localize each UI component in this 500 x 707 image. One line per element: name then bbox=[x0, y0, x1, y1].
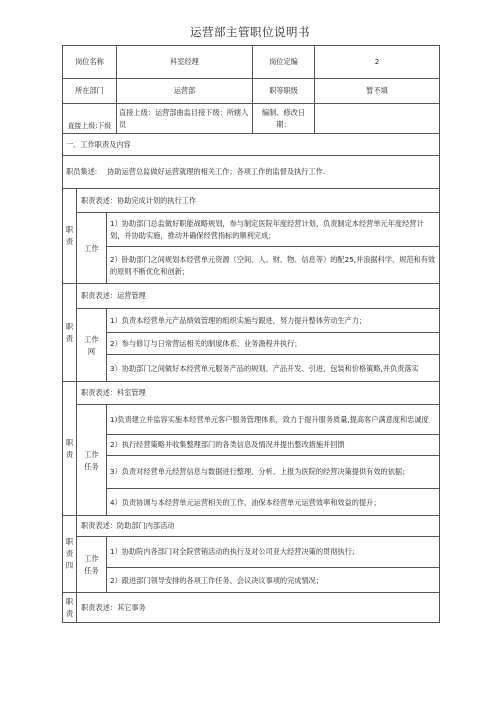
info-row-department bbox=[63, 79, 439, 104]
grade-label: 职等职级 bbox=[253, 79, 315, 103]
duty-summary: 职责表述：防助部门内部活动 bbox=[77, 516, 439, 537]
duty-group-4 bbox=[63, 516, 439, 593]
position-name-value: 科室经理 bbox=[117, 46, 253, 78]
department-value: 运营部 bbox=[117, 79, 253, 103]
summary-text: 协助运营总监做好运营就理的相关工作；各项工作的监督及执行工作. bbox=[107, 167, 326, 177]
summary-row bbox=[63, 156, 439, 189]
document-title: 运营部主管职位说明书 bbox=[190, 25, 310, 39]
duty-item: 2）参与修订与日常营运相关的制度体系、业务澹程并执行； bbox=[107, 333, 439, 355]
section-heading-row bbox=[63, 134, 439, 156]
department-label: 所在部门 bbox=[63, 79, 117, 103]
info-row-superior bbox=[63, 104, 439, 134]
work-label: 工作网 bbox=[77, 309, 107, 382]
duty-item: 1）协助院内各部门对全院营销活动的执行及对公司亚大经营决策的贯彻执行； bbox=[107, 537, 439, 568]
section-heading: 一、工作职责及内容 bbox=[66, 139, 131, 149]
revision-date-label: 编制、修改日期： bbox=[253, 104, 315, 133]
work-label: 工作任务 bbox=[77, 537, 107, 593]
duty-item: 3）负责对经营单元经营信息与数据进行整理、分析、上报为医院的经营决策提供有效的依据； bbox=[107, 456, 439, 489]
duty-item: 3）协助部门之间做好本经营单元服务产品的规划、产品开发、引进、包装和价格策略,并负责落实 bbox=[110, 363, 419, 373]
info-row-position bbox=[63, 46, 439, 79]
revision-date-value bbox=[315, 104, 439, 133]
job-description-table bbox=[62, 45, 440, 623]
superior-value: 直接上级：运营部曲监目接下级：所辖人员 bbox=[117, 104, 253, 133]
duty-summary: 职责表述：其它事务 bbox=[81, 602, 146, 612]
duty-group-5 bbox=[63, 593, 439, 622]
duty-group-2 bbox=[63, 284, 439, 382]
duty-item: 4）负责协调与本经营单元运营相关的工作，油保本经营单元运营效率和效益的提升； bbox=[110, 497, 381, 507]
summary bbox=[63, 156, 439, 188]
duty-item: 2）跟进部门领导安排的各项工作任务、会议决议事项的完成情况； bbox=[110, 575, 324, 585]
duty-summary: 职责表述：科室管理 bbox=[77, 382, 439, 405]
work-label: 工作任务 bbox=[77, 405, 107, 516]
position-quota-label: 岗位定编 bbox=[253, 46, 315, 78]
duty-item: 2）执行经营策略并收集整理部门的各类信息及情况并提出整改措施并回馈 bbox=[107, 435, 439, 456]
duty-summary: 职责表述：协助完成计划的执行工作 bbox=[77, 189, 439, 213]
duty-group-label: 职责 bbox=[63, 593, 77, 622]
duty-summary: 职责表述：运营管理 bbox=[77, 284, 439, 309]
work-label: 工作 bbox=[77, 213, 107, 284]
duty-group-label: 职责 bbox=[63, 189, 77, 283]
duty-item: 1）协助部门总监做好职能战略规划，参与制定医院年度经营计划，负责制定本经营单元年度经营计划，并协助实施，推动并确保经营指标的顺利完成； bbox=[107, 213, 439, 247]
position-name-label: 岗位名称 bbox=[63, 46, 117, 78]
duty-item: 1）负责本经营单元产品绩效管理的组织实施与跟进，努力提升整体劳动生产力； bbox=[107, 309, 439, 333]
duty-group-1 bbox=[63, 189, 439, 284]
grade-value: 暂不填 bbox=[366, 86, 388, 96]
superior-label: 直接上级:下级 bbox=[63, 104, 117, 133]
summary-label: 职员集述: bbox=[66, 167, 98, 177]
position-quota-value: 2 bbox=[374, 57, 380, 67]
duty-group-label: 职责四 bbox=[63, 516, 77, 592]
duty-group-label: 职责 bbox=[63, 382, 77, 515]
duty-item: 1)负责建立并监容实施本经营单元客户服务管理体系，致力于提升服务质量,提高客户满意度和忠诚度 bbox=[107, 405, 439, 435]
duty-group-label: 职责 bbox=[63, 284, 77, 381]
duty-item: 2）卧助部门之间规划本经营单元资源（空间、人、财、物、信息等）的配25,并浪据科学、规范和有效的原则不断优化和创新； bbox=[110, 255, 436, 276]
duty-group-3 bbox=[63, 382, 439, 516]
